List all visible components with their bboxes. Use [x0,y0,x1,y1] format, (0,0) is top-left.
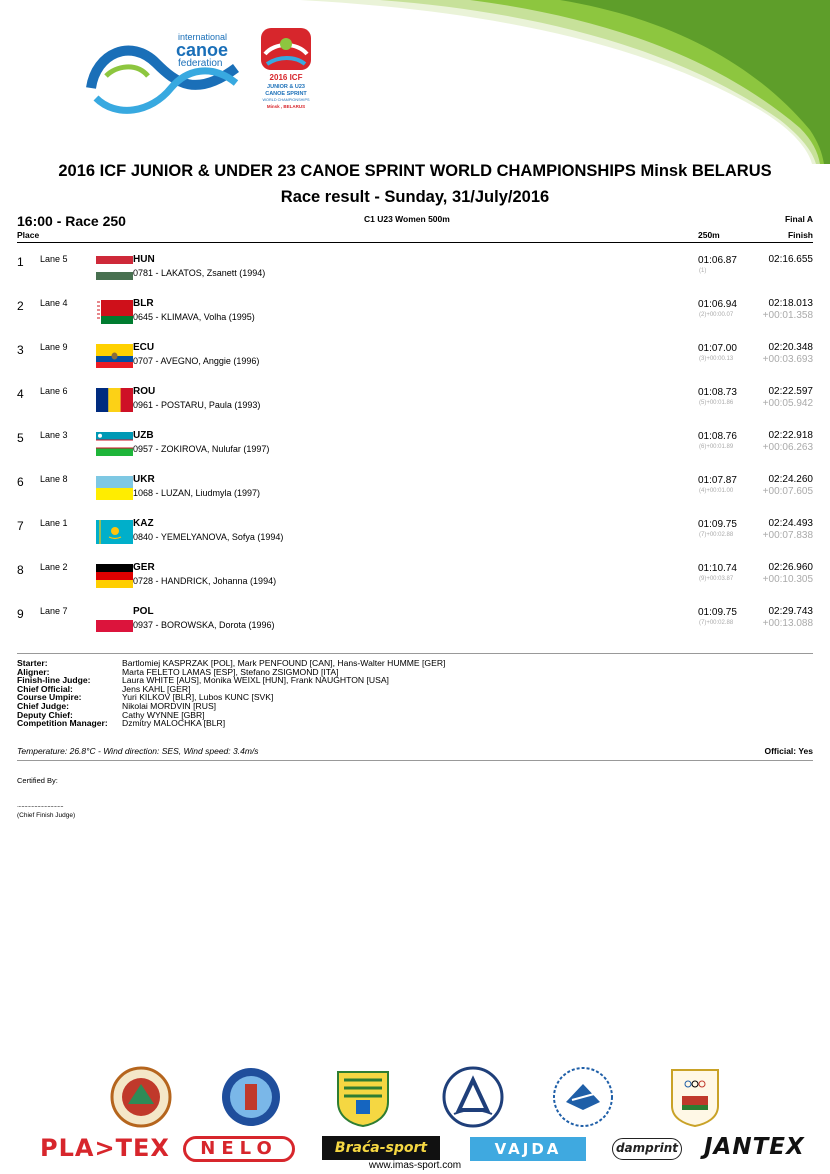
results-divider [17,653,813,654]
result-250m-rank: (4)+00:01.00 [699,488,734,494]
result-athlete: 0957 - ZOKIROVA, Nulufar (1997) [133,444,270,454]
result-place: 5 [17,431,24,445]
result-lane: Lane 3 [40,430,68,440]
page-subtitle: Race result - Sunday, 31/July/2016 [280,188,550,206]
icf-logo-line: canoe [176,40,229,60]
flag-rou-icon [96,388,133,412]
official-role: Chief Official: [17,683,73,694]
result-250m-time: 01:08.76 [698,431,737,442]
result-lane: Lane 8 [40,474,68,484]
result-place: 3 [17,343,24,357]
result-place: 2 [17,299,24,313]
result-250m-time: 01:06.87 [698,255,737,266]
event-logo-line: CANOE SPRINT [265,91,307,97]
result-row [0,430,830,474]
result-nation: BLR [133,298,154,309]
official-names: Dzmitry MALOCHKA [BLR] [122,718,226,729]
result-place: 1 [17,255,24,269]
certified-by-label: Certified By: [17,776,58,785]
sponsor-seal-6-icon [664,1066,726,1128]
race-phase: Final A [784,214,813,224]
result-athlete: 0645 - KLIMAVA, Volha (1995) [133,312,255,322]
official-names: Jens KAHL [GER] [122,683,191,694]
result-lane: Lane 1 [40,518,68,528]
official-names: Cathy WYNNE [GBR] [122,709,205,720]
official-names: Laura WHITE [AUS], Monika WEIXL [HUN], Frank NAUGHTON [USA] [122,675,389,686]
result-nation: ROU [133,386,156,397]
result-row [0,386,830,430]
result-lane: Lane 2 [40,562,68,572]
sponsor-website-link[interactable]: www.imas-sport.com [368,1160,462,1171]
result-finish-time: 02:22.918 [768,430,813,441]
icf-logo-line: international [178,32,228,42]
result-250m-rank: (5)+00:01.86 [699,400,734,406]
signature-role: (Chief Finish Judge) [17,812,76,819]
official-role: Competition Manager: [17,718,108,729]
flag-uzb-icon [96,432,133,456]
result-nation: POL [133,606,154,617]
official-names: Nikolai MORDVIN [RUS] [122,701,217,711]
result-finish-time: 02:24.493 [768,518,813,529]
result-lane: Lane 5 [40,254,68,264]
result-lane: Lane 9 [40,342,68,352]
sponsor-seal-2-icon [220,1066,282,1128]
official-role: Finish-line Judge: [17,675,91,686]
result-athlete: 0707 - AVEGNO, Anggie (1996) [133,356,260,366]
event-logo-line: Minsk , BELARUS [266,104,306,109]
flag-blr-icon [96,300,133,324]
official-role: Starter: [17,658,48,668]
result-nation: HUN [133,254,155,265]
result-finish-time: 02:26.960 [768,562,813,573]
sponsor-brand: JANTEX [704,1134,805,1160]
event-logo [255,24,317,116]
flag-ecu-icon [96,344,133,368]
sponsor-brand: NELO [183,1136,295,1162]
result-250m-rank: (2)+00:00.07 [699,312,734,318]
result-250m-rank: (9)+00:03.87 [699,576,734,582]
result-finish-time: 02:29.743 [768,606,813,617]
race-event-name: C1 U23 Women 500m [364,214,450,224]
signature-line: ................................ [17,802,64,809]
result-250m-time: 01:08.73 [698,387,737,398]
result-250m-rank: (1) [699,268,707,274]
result-finish-delta: +00:13.088 [762,618,813,629]
result-250m-rank: (3)+00:00.13 [699,356,734,362]
result-row [0,342,830,386]
icf-logo [86,28,246,123]
result-place: 6 [17,475,24,489]
official-role: Chief Judge: [17,701,70,711]
result-finish-time: 02:18.013 [768,298,813,309]
result-nation: GER [133,562,155,573]
flag-ger-icon [96,564,133,588]
result-finish-delta: +00:10.305 [762,574,813,585]
result-place: 7 [17,519,24,533]
official-role: Aligner: [17,666,50,677]
result-250m-time: 01:07.87 [698,475,737,486]
result-athlete: 0728 - HANDRICK, Johanna (1994) [133,576,277,586]
result-250m-rank: (7)+00:02.88 [699,620,734,626]
result-250m-rank: (6)+00:01.89 [699,444,734,450]
conditions-divider [17,760,813,761]
result-lane: Lane 7 [40,606,68,616]
result-lane: Lane 4 [40,298,68,308]
result-finish-time: 02:22.597 [768,386,813,397]
weather-conditions: Temperature: 26.8°C - Wind direction: SES, Wind speed: 3.4m/s [17,746,259,756]
flag-hun-icon [96,256,133,280]
result-finish-time: 02:20.348 [768,342,813,353]
result-nation: KAZ [133,518,154,529]
page-title: 2016 ICF JUNIOR & UNDER 23 CANOE SPRINT WORLD CHAMPIONSHIPS Minsk BELARUS [58,162,772,180]
flag-kaz-icon [96,520,133,544]
result-lane: Lane 6 [40,386,68,396]
event-logo-line: 2016 ICF [269,73,303,82]
result-athlete: 0961 - POSTARU, Paula (1993) [133,400,261,410]
result-250m-time: 01:10.74 [698,563,737,574]
result-250m-time: 01:09.75 [698,607,737,618]
result-finish-time: 02:16.655 [768,254,813,265]
result-250m-time: 01:07.00 [698,343,737,354]
sponsor-seal-5-icon [552,1066,614,1128]
sponsor-brand: damprint [612,1138,682,1160]
column-header-place: Place [17,230,40,240]
official-role: Deputy Chief: [17,709,73,720]
flag-pol-icon [96,608,133,632]
event-logo-line: WORLD CHAMPIONSHIPS [262,98,310,102]
sponsor-seal-3-icon [332,1066,394,1128]
result-row [0,298,830,342]
result-finish-delta: +00:07.838 [762,530,813,541]
result-250m-rank: (7)+00:02.88 [699,532,734,538]
sponsor-brand: PLA>TEX [40,1134,170,1162]
result-nation: UKR [133,474,155,485]
sponsor-brand: VAJDA [470,1137,586,1161]
result-athlete: 1068 - LUZAN, Liudmyla (1997) [133,488,261,498]
result-finish-delta: +00:01.358 [762,310,813,321]
result-250m-time: 01:06.94 [698,299,737,310]
result-finish-time: 02:24.260 [768,474,813,485]
result-nation: ECU [133,342,155,353]
result-place: 8 [17,563,24,577]
official-names: Marta FELETO LAMAS [ESP], Stefano ZSIGMOND [ITA] [122,666,339,677]
result-finish-delta: +00:05.942 [762,398,813,409]
sponsor-seal-1-icon [110,1066,172,1128]
race-time-number: 16:00 - Race 250 [17,213,126,229]
result-athlete: 0937 - BOROWSKA, Dorota (1996) [133,620,275,630]
sponsor-brand: Braća-sport [322,1136,440,1160]
result-finish-delta: +00:07.605 [762,486,813,497]
official-names: Yuri KILKOV [BLR], Lubos KUNC [SVK] [122,692,274,703]
result-row [0,606,830,650]
official-role: Course Umpire: [17,692,82,703]
result-finish-delta: +00:06.263 [762,442,813,453]
result-athlete: 0840 - YEMELYANOVA, Sofya (1994) [133,532,284,542]
flag-ukr-icon [96,476,133,500]
result-nation: UZB [133,430,154,441]
result-row [0,474,830,518]
result-row [0,562,830,606]
result-athlete: 0781 - LAKATOS, Zsanett (1994) [133,268,266,278]
column-header-250m: 250m [698,230,720,240]
icf-logo-line: federation [178,58,223,69]
event-logo-line: JUNIOR & U23 [267,84,305,90]
official-status: Official: Yes [764,746,813,756]
official-names: Bartlomiej KASPRZAK [POL], Mark PENFOUND [CAN], Hans-Walter HUMME [GER] [122,658,446,668]
result-250m-time: 01:09.75 [698,519,737,530]
column-header-finish: Finish [787,230,813,240]
header-divider [17,242,813,243]
sponsor-seal-4-icon [442,1066,504,1128]
result-row [0,518,830,562]
result-place: 9 [17,607,24,621]
result-row [0,254,830,298]
result-finish-delta: +00:03.693 [762,354,813,365]
result-place: 4 [17,387,24,401]
official-line [17,719,225,728]
